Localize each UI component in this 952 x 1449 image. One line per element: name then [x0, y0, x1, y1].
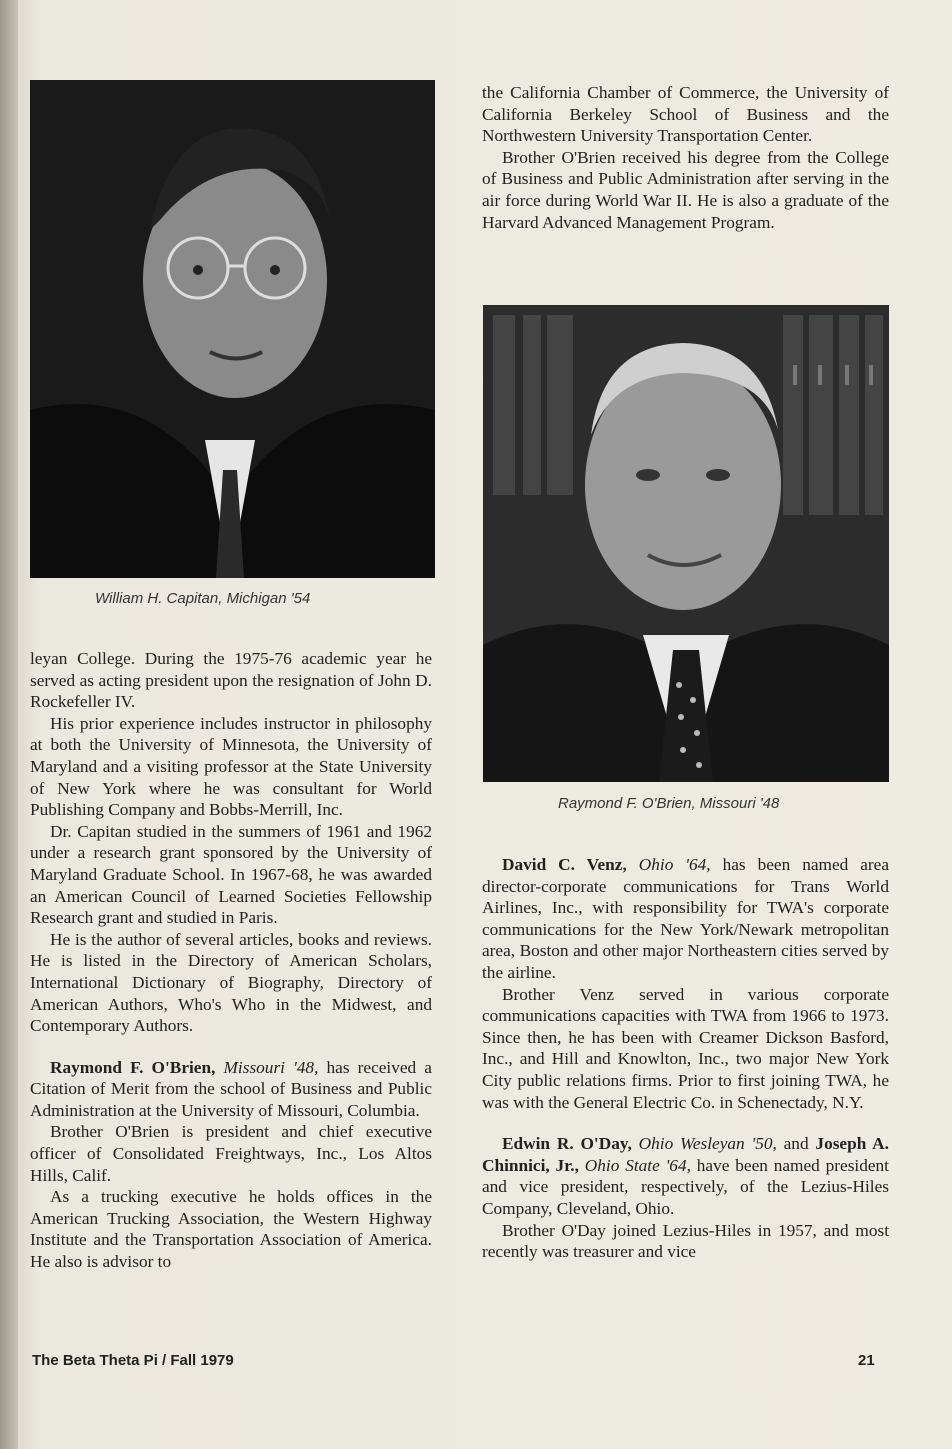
school-affiliation: Missouri '48, [223, 1057, 319, 1077]
school-affiliation: Ohio Wesleyan '50, [638, 1134, 777, 1154]
person-name: Edwin R. O'Day, [502, 1134, 632, 1154]
news-item-obrien [30, 1057, 432, 1122]
news-item-venz [482, 854, 889, 984]
photo-caption-obrien: Raymond F. O'Brien, Missouri '48 [558, 795, 780, 812]
conjunction: and [783, 1134, 809, 1154]
paragraph-text: has been named area director-corporate communications for Trans World Airlines, Inc., with responsibility for TWA's corporate communications for the New York/Newark metropolitan area, Boston and other major Northeastern cities served by the airline. [482, 855, 890, 982]
paragraph: As a trucking executive he holds offices in the American Trucking Association, the Western Highway Institute and the Transportation Association of America. He also is advisor to [30, 1187, 432, 1272]
portrait-photo-obrien [483, 305, 889, 782]
photo-caption-capitan: William H. Capitan, Michigan '54 [95, 590, 311, 607]
person-name: Joseph A. Chinnici, Jr., [482, 1134, 889, 1175]
paragraph: His prior experience includes instructor in philosophy at both the University of Minnesota, the University of Maryland and a visiting professor at the State University of New York where he was consultant for World Publishing Company and Bobbs-Merrill, Inc. [30, 713, 432, 820]
paragraph: Brother O'Brien received his degree from the College of Business and Public Administration after serving in the air force during World War II. He is also a graduate of the Harvard Advanced Management Program. [482, 147, 889, 232]
paragraph: He is the author of several articles, books and reviews. He is listed in the Directory of American Scholars, International Dictionary of Biography, Directory of American Authors, Who's Who in the Midwest, and Contemporary Authors. [30, 929, 432, 1036]
person-name: David C. Venz, [502, 855, 627, 874]
paragraph: Brother O'Day joined Lezius-Hiles in 1957, and most recently was treasurer and vice [482, 1220, 889, 1262]
paragraph-text: have been named president and vice president, respectively, of the Lezius-Hiles Company, Cleveland, Ohio. [482, 1155, 889, 1218]
portrait-capitan-illustration [30, 80, 435, 578]
portrait-photo-capitan [30, 80, 435, 578]
portrait-obrien-illustration [483, 305, 889, 782]
paragraph: Brother Venz served in various corporate communications capacities with TWA from 1966 to 1973. Since then, he has been with Creamer Dickson Basford, Inc., and Hill and Knowlton, Inc., two major New York City public relations firms. Prior to first joining TWA, he was with the General Electric Co. in Schenectady, N.Y. [482, 984, 889, 1112]
article-column-right-top [482, 82, 889, 233]
paragraph: Brother O'Brien is president and chief executive officer of Consolidated Freightways, Inc., Los Altos Hills, Calif. [30, 1122, 432, 1185]
paragraph-text: has received a Citation of Merit from the school of Business and Public Administration at the University of Missouri, Columbia. [30, 1057, 432, 1120]
page-number: 21 [858, 1352, 875, 1369]
paragraph: the California Chamber of Commerce, the University of California Berkeley School of Business and the Northwestern University Transportation Center. [482, 83, 889, 146]
page-binding-edge [0, 0, 18, 1449]
news-item-oday-chinnici [482, 1133, 889, 1219]
person-name: Raymond F. O'Brien, [50, 1057, 216, 1077]
school-affiliation: Ohio '64, [638, 855, 711, 874]
publication-footer: The Beta Theta Pi / Fall 1979 [32, 1352, 234, 1369]
paragraph: leyan College. During the 1975-76 academic year he served as acting president upon the resignation of John D. Rockefeller IV. [30, 649, 432, 712]
school-affiliation: Ohio State '64, [584, 1155, 691, 1175]
article-column-left [30, 648, 432, 1273]
article-column-right-bottom [482, 854, 889, 1263]
paragraph: Dr. Capitan studied in the summers of 1961 and 1962 under a research grant sponsored by the University of Maryland Graduate School. In 1967-68, he was awarded an American Council of Learned Societies Fellowship Research grant and studied in Paris. [30, 821, 432, 928]
